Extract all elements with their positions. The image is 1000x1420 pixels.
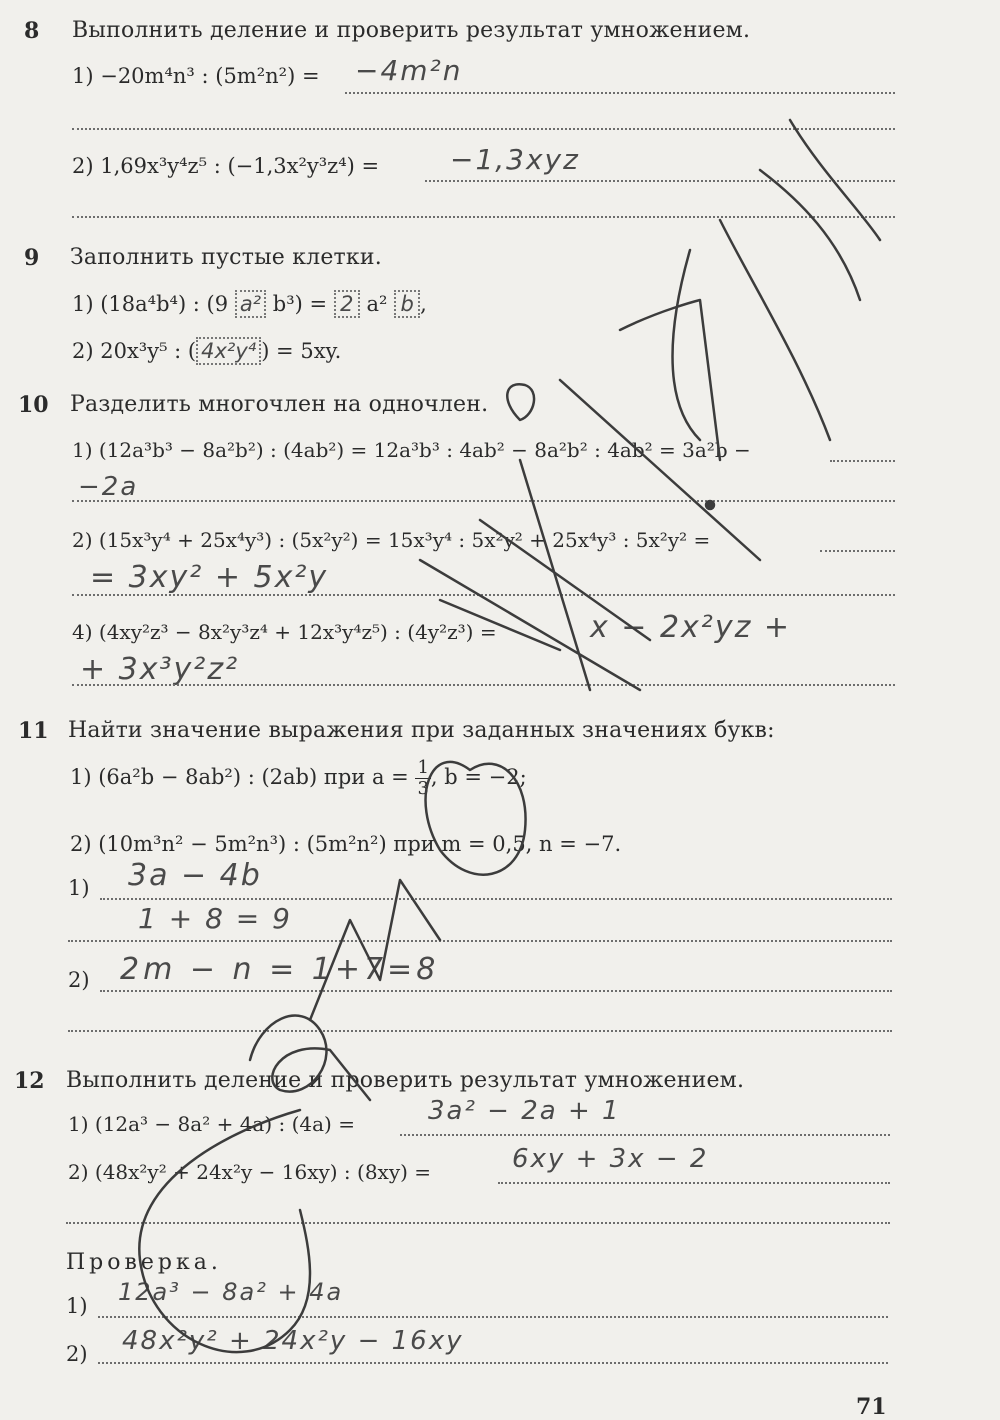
task-10-answer-4a: x − 2x²yz + — [590, 610, 792, 645]
task-11-answer-1b: 1 + 8 = 9 — [138, 902, 292, 935]
task-11-problem-2: 2) (10m³n² − 5m²n³) : (5m²n²) при m = 0,5, n = −7. — [70, 832, 622, 856]
answer-line — [100, 990, 892, 992]
answer-line — [98, 1362, 888, 1364]
answer-line — [72, 684, 895, 686]
task-9-p2-end: ) = 5xy. — [261, 339, 342, 363]
answer-line — [830, 460, 895, 462]
blank-cell-2[interactable]: 2 — [334, 290, 360, 318]
answer-line — [72, 216, 895, 218]
task-12-problem-1: 1) (12a³ − 8a² + 4a) : (4a) = — [68, 1112, 355, 1136]
task-9-p1-end: , — [420, 292, 427, 316]
task-10-problem-1: 1) (12a³b³ − 8a²b²) : (4ab²) = 12a³b³ : 4ab² − 8a²b² : 4ab² = 3a²b − — [72, 438, 751, 462]
task-9-title: Заполнить пустые клетки. — [70, 245, 382, 270]
check-heading: Проверка. — [66, 1250, 222, 1275]
check-answer-1: 12a³ − 8a² + 4a — [118, 1278, 344, 1306]
task-8-answer-1: −4m²n — [355, 54, 463, 87]
task-10-answer-2: = 3xy² + 5x²y — [90, 560, 329, 595]
answer-line — [72, 500, 895, 502]
task-9-p2-start: 2) 20x³y⁵ : ( — [72, 339, 197, 363]
task-10-problem-2: 2) (15x³y⁴ + 25x⁴y³) : (5x²y²) = 15x³y⁴ : 5x²y² + 25x⁴y³ : 5x²y² = — [72, 528, 711, 552]
task-12-answer-1: 3a² − 2a + 1 — [428, 1096, 621, 1126]
task-11-answer-1a: 3a − 4b — [128, 858, 262, 893]
task-11-p1-start: 1) (6a²b − 8ab²) : (2ab) при a = — [70, 765, 409, 789]
task-11-label-1: 1) — [68, 876, 90, 900]
task-8-answer-2: −1,3xyz — [450, 143, 580, 176]
task-8-problem-2: 2) 1,69x³y⁴z⁵ : (−1,3x²y³z⁴) = — [72, 154, 380, 178]
blank-cell-3[interactable]: b — [394, 290, 420, 318]
answer-line — [72, 594, 895, 596]
answer-line — [100, 898, 892, 900]
task-12-answer-2: 6xy + 3x − 2 — [512, 1144, 709, 1174]
answer-line — [98, 1316, 888, 1318]
answer-line — [72, 128, 895, 130]
answer-line — [425, 180, 895, 182]
task-9-problem-2 — [72, 337, 341, 365]
task-9-problem-1 — [72, 290, 427, 318]
task-10-title: Разделить многочлен на одночлен. — [70, 392, 489, 417]
answer-line — [68, 940, 892, 942]
task-12-title: Выполнить деление и проверить результат умножением. — [66, 1068, 745, 1093]
answer-line — [68, 1030, 892, 1032]
answer-line — [345, 92, 895, 94]
fraction: $\frac{1}{3}$ — [417, 757, 429, 799]
task-11-answer-2: 2m − n = 1+7=8 — [120, 952, 440, 987]
check-label-2: 2) — [66, 1342, 88, 1366]
page-number: 71 — [856, 1394, 887, 1420]
check-label-1: 1) — [66, 1294, 88, 1318]
answer-line — [400, 1134, 890, 1136]
task-11-number: 11 — [18, 718, 49, 744]
task-12-number: 12 — [14, 1068, 45, 1094]
task-9-number: 9 — [24, 245, 40, 271]
task-10-problem-4: 4) (4xy²z³ − 8x²y³z⁴ + 12x³y⁴z⁵) : (4y²z³) = — [72, 620, 497, 644]
task-10-answer-1: −2a — [78, 472, 139, 502]
answer-line — [820, 550, 895, 552]
answer-line — [66, 1222, 890, 1224]
task-8-number: 8 — [24, 18, 40, 44]
task-10-number: 10 — [18, 392, 49, 418]
task-9-p1-mid2: a² — [366, 292, 388, 316]
task-9-p1-mid: b³) = — [272, 292, 328, 316]
task-12-problem-2: 2) (48x²y² + 24x²y − 16xy) : (8xy) = — [68, 1160, 432, 1184]
task-11-title: Найти значение выражения при заданных значениях букв: — [68, 718, 775, 743]
blank-cell-1[interactable]: a² — [235, 290, 266, 318]
task-8-problem-1: 1) −20m⁴n³ : (5m²n²) = — [72, 64, 320, 88]
task-11-p1-end: , b = −2; — [430, 765, 527, 789]
task-11-label-2: 2) — [68, 968, 90, 992]
check-answer-2: 48x²y² + 24x²y − 16xy — [122, 1326, 464, 1356]
answer-line — [498, 1182, 890, 1184]
task-11-problem-1 — [70, 758, 527, 799]
blank-cell-4[interactable]: 4x²y⁴ — [196, 337, 261, 365]
task-8-title: Выполнить деление и проверить результат умножением. — [72, 18, 751, 43]
task-9-p1-start: 1) (18a⁴b⁴) : (9 — [72, 292, 229, 316]
task-10-answer-4b: + 3x³y²z² — [80, 652, 240, 687]
